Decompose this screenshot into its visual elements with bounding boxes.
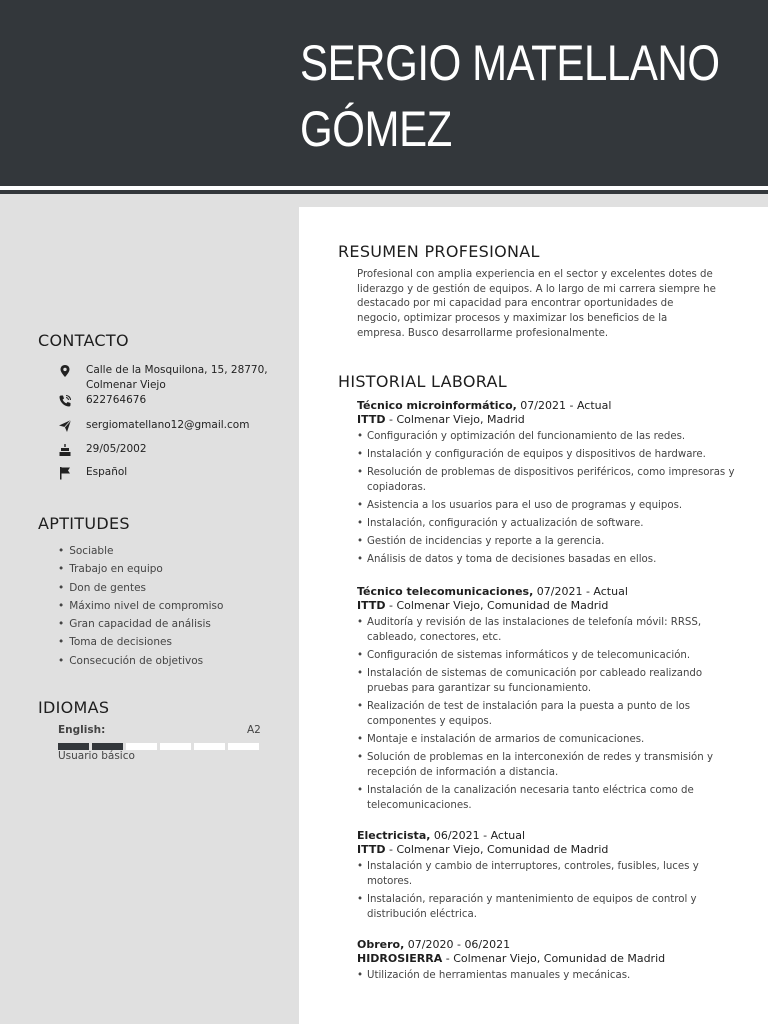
company-name: HIDROSIERRA <box>357 952 443 965</box>
job-role: Técnico telecomunicaciones, <box>357 585 534 598</box>
job-bullets <box>357 860 737 922</box>
job-company <box>357 843 737 857</box>
job-company <box>357 952 737 966</box>
history-title: HISTORIAL LABORAL <box>338 372 507 391</box>
list-item: • Realización de test de instalación para la puesta a punto de los componentes y equipos. <box>357 700 737 730</box>
company-location: - Colmenar Viejo, Comunidad de Madrid <box>442 952 666 965</box>
address-text: Calle de la Mosquilona, 15, 28770, Colmenar Viejo <box>86 364 268 391</box>
job-dates: 06/2021 - Actual <box>430 829 526 842</box>
list-item: • Gestión de incidencias y reporte a la gerencia. <box>357 535 737 550</box>
list-item: • Instalación y configuración de equipos y dispositivos de hardware. <box>357 448 737 463</box>
list-item: • Solución de problemas en la interconexión de redes y transmisión y recepción de información a distancia. <box>357 751 737 781</box>
list-item: • Configuración y optimización del funcionamiento de las redes. <box>357 430 737 445</box>
job-bullets <box>357 430 737 568</box>
birthdate-text: 29/05/2002 <box>86 443 147 455</box>
list-item: • Montaje e instalación de armarios de comunicaciones. <box>357 733 737 748</box>
language-level-segment <box>126 743 157 750</box>
email-text: sergiomatellano12@gmail.com <box>86 419 250 431</box>
list-item: • Instalación, reparación y mantenimiento de equipos de control y distribución eléctrica. <box>357 893 737 923</box>
list-item: • Máximo nivel de compromiso <box>58 598 223 616</box>
name-line-1: SERGIO MATELLANO <box>300 35 720 91</box>
company-location: - Colmenar Viejo, Comunidad de Madrid <box>385 843 609 856</box>
job-dates: 07/2021 - Actual <box>516 399 612 412</box>
job-bullets <box>357 969 737 984</box>
job-dates: 07/2020 - 06/2021 <box>404 938 511 951</box>
language-description: Usuario básico <box>58 750 135 762</box>
name-line-2: GÓMEZ <box>300 101 452 157</box>
flag-icon <box>58 466 72 480</box>
job-role: Obrero, <box>357 938 405 951</box>
list-item: • Sociable <box>58 543 223 561</box>
list-item: • Instalación de sistemas de comunicación por cableado realizando pruebas para garantizar su funcionamiento. <box>357 667 737 697</box>
candidate-name <box>300 30 720 162</box>
job-entry <box>357 399 737 571</box>
summary-text: Profesional con amplia experiencia en el sector y excelentes dotes de liderazgo y de gestión de equipos. A lo largo de mi carrera siempre he destacado por mi capacidad para encontrar oportunidades de negocio, optimizar procesos y maximizar los beneficios de la empresa. Busco desarrollarme profesionalmente. <box>357 269 716 339</box>
send-icon <box>58 419 72 433</box>
contact-title: CONTACTO <box>38 331 129 350</box>
list-item: • Asistencia a los usuarios para el uso de programas y equipos. <box>357 499 737 514</box>
company-location: - Colmenar Viejo, Madrid <box>385 413 525 426</box>
language-level-segment <box>58 743 89 750</box>
job-role: Técnico microinformático, <box>357 399 517 412</box>
job-company <box>357 413 737 427</box>
job-bullets <box>357 616 737 813</box>
list-item: • Instalación, configuración y actualización de software. <box>357 517 737 532</box>
cake-icon <box>58 443 72 457</box>
list-item: • Resolución de problemas de dispositivos periféricos, como impresoras y copiadoras. <box>357 466 737 496</box>
phone-icon <box>58 394 72 408</box>
language-level-segment <box>160 743 191 750</box>
job-role: Electricista, <box>357 829 431 842</box>
skills-list <box>58 543 223 671</box>
list-item: • Trabajo en equipo <box>58 561 223 579</box>
languages-title: IDIOMAS <box>38 698 110 717</box>
job-title <box>357 829 737 843</box>
summary-title: RESUMEN PROFESIONAL <box>338 242 540 261</box>
language-level-segment <box>92 743 123 750</box>
company-name: ITTD <box>357 599 386 612</box>
nationality-text: Español <box>86 466 128 478</box>
language-level-segment <box>194 743 225 750</box>
company-location: - Colmenar Viejo, Comunidad de Madrid <box>385 599 609 612</box>
company-name: ITTD <box>357 843 386 856</box>
list-item: • Auditoría y revisión de las instalaciones de telefonía móvil: RRSS, cableado, conectores, etc. <box>357 616 737 646</box>
job-entry <box>357 829 737 926</box>
job-title <box>357 938 737 952</box>
language-name: English: <box>58 724 106 736</box>
phone-text: 622764676 <box>86 394 147 406</box>
skills-title: APTITUDES <box>38 514 130 533</box>
job-entry <box>357 938 737 987</box>
language-level-segment <box>228 743 259 750</box>
job-entry <box>357 585 737 817</box>
header-banner <box>0 0 768 186</box>
language-level: A2 <box>247 724 261 736</box>
list-item: • Análisis de datos y toma de decisiones basadas en ellos. <box>357 553 737 568</box>
job-dates: 07/2021 - Actual <box>533 585 628 598</box>
job-title <box>357 399 737 413</box>
job-title <box>357 585 737 599</box>
list-item: • Instalación y cambio de interruptores, controles, fusibles, luces y motores. <box>357 860 737 890</box>
list-item: • Consecución de objetivos <box>58 653 223 671</box>
list-item: • Configuración de sistemas informáticos y de telecomunicación. <box>357 649 737 664</box>
list-item: • Toma de decisiones <box>58 634 223 652</box>
list-item: • Gran capacidad de análisis <box>58 616 223 634</box>
location-icon <box>58 364 72 378</box>
list-item: • Utilización de herramientas manuales y mecánicas. <box>357 969 737 984</box>
company-name: ITTD <box>357 413 386 426</box>
list-item: • Don de gentes <box>58 580 223 598</box>
job-company <box>357 599 737 613</box>
list-item: • Instalación de la canalización necesaria tanto eléctrica como de telecomunicaciones. <box>357 784 737 814</box>
